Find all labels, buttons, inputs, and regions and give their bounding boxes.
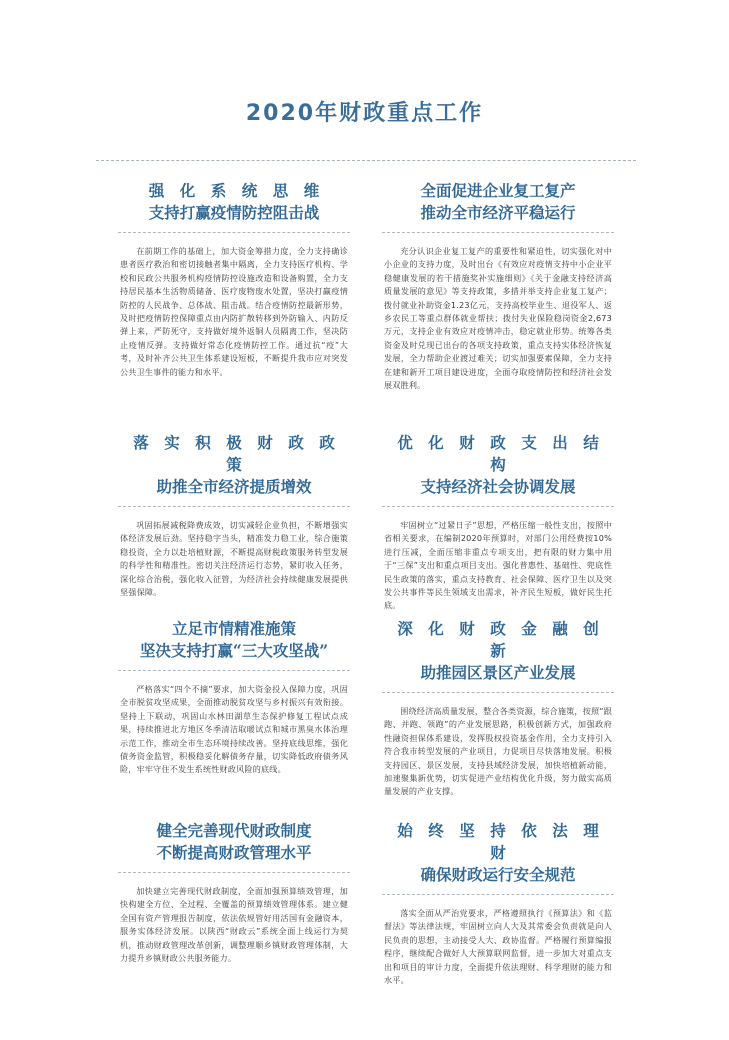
section-heading xyxy=(384,820,615,886)
section-heading xyxy=(384,432,615,498)
section-divider xyxy=(382,232,614,233)
section-heading-line2: 支持经济社会协调发展 xyxy=(420,477,576,496)
page-title: 2020年财政重点工作 xyxy=(245,101,484,126)
section-heading-line1: 始 终 坚 持 依 法 理 财 xyxy=(397,821,615,862)
section-heading-line2: 助推园区景区产业发展 xyxy=(420,663,576,682)
section-heading-line1: 强 化 系 统 思 维 xyxy=(148,181,320,200)
section-epidemic-control xyxy=(120,180,348,379)
section-heading xyxy=(120,618,348,662)
section-three-battles xyxy=(120,618,348,777)
section-fiscal-policy xyxy=(120,432,351,599)
section-heading-line1: 健全完善现代财政制度 xyxy=(156,821,312,840)
section-heading-line2: 支持打赢疫情防控阻击战 xyxy=(148,203,320,222)
section-body: 落实全面从严治党要求，严格遵照执行《预算法》和《监督法》等法律法规，牢固树立向人大及其常委会负责就是向人民负责的思想，主动接受人大、政协监督。严格履行预算编报程序，继续配合做好人大预算联网监督，进一步加大对重点支出和项目的审计力度，全面提升依法理财、科学理财的能力和水平。 xyxy=(384,908,612,986)
section-heading xyxy=(120,820,348,864)
section-divider xyxy=(382,894,614,895)
section-heading-line2: 助推全市经济提质增效 xyxy=(156,477,312,496)
section-heading-line1: 优 化 财 政 支 出 结 构 xyxy=(397,433,615,474)
section-financial-innovation xyxy=(384,618,615,799)
section-heading-line1: 落 实 积 极 财 政 政 策 xyxy=(133,433,351,474)
section-heading-line2: 不断提高财政管理水平 xyxy=(156,843,312,862)
section-heading xyxy=(384,618,615,684)
section-heading-line2: 坚决支持打赢“三大攻坚战” xyxy=(139,641,329,660)
section-heading xyxy=(120,432,351,498)
section-divider xyxy=(118,872,350,873)
title-divider xyxy=(96,160,636,161)
section-heading-line2: 确保财政运行安全规范 xyxy=(420,865,576,884)
section-body: 加快建立完善现代财政制度，全面加强预算绩效管理，加快构建全方位、全过程、全覆盖的预算绩效管理体系。建立健全国有资产管理报告制度，依法依规管好用活国有金融资本，服务实体经济发展。以陕西“财政云”系统全面上线运行为契机，推动财政管理改革创新，调整理顺乡镇财政管理体制，大力提升乡镇财政公共服务能力。 xyxy=(120,886,348,964)
section-divider xyxy=(118,232,350,233)
section-resume-work xyxy=(384,180,612,392)
section-heading-line1: 深 化 财 政 金 融 创 新 xyxy=(397,619,615,660)
section-heading xyxy=(120,180,348,224)
section-law-based-finance xyxy=(384,820,615,987)
section-divider xyxy=(118,670,350,671)
section-divider xyxy=(382,506,614,507)
section-heading-line1: 立足市情精准施策 xyxy=(171,619,296,638)
section-body: 牢固树立“过紧日子”思想，严格压缩一般性支出，按照中省相关要求，在编制2020年预算时，对部门公用经费按10%进行压减，全面压缩非重点专项支出，把有限的财力集中用于“三保”支出和重点项目支出。强化普惠性、基础性、兜底性民生政策的落实，重点支持教育、社会保障、医疗卫生以及突发公共事件等民生领域支出需求，补齐民生短板，做好民生托底。 xyxy=(384,520,612,611)
section-body: 巩固拓展减税降费成效，切实减轻企业负担，不断增强实体经济发展后劲。坚持稳字当头，精准发力稳工业，综合施策稳投资，全力以赴培植财源，不断提高财税政策服务转型发展的科学性和精准性。密切关注经济运行态势，紧盯收入任务，深化综合治税，强化收入征管，为经济社会持续健康发展提供坚强保障。 xyxy=(120,520,348,598)
section-expenditure-structure xyxy=(384,432,615,613)
section-heading-line2: 推动全市经济平稳运行 xyxy=(420,203,576,222)
section-fiscal-system xyxy=(120,820,348,965)
section-body: 严格落实“四个不摘”要求，加大资金投入保障力度，巩固全市脱贫攻坚成果，全面推动脱贫攻坚与乡村振兴有效衔接。坚持上下联动，巩固山水林田湖草生态保护修复工程试点成果，持续推进北方地区冬季清洁取暖试点和城市黑臭水体治理示范工作，推动全市生态环境持续改善。坚持底线思维，强化债务资金监管，积极稳妥化解债务存量，切实降低政府债务风险，牢牢守住不发生系统性财政风险的底线。 xyxy=(120,684,348,775)
section-heading-line1: 全面促进企业复工复产 xyxy=(420,181,576,200)
section-body: 在前期工作的基础上，加大资金筹措力度，全力支持确诊患者医疗救治和密切接触者集中隔离，全力支持医疗机构、学校和民政公共服务机构疫情防控设施改造和设备购置，全力支持居民基本生活物质储备、医疗废物废水处置，坚决打赢疫情防控的人民战争、总体战、阻击战。结合疫情防控最新形势，及时把疫情防控保障重点由内防扩散转移到外防输入、内防反弹上来，严防死守，支持做好境外返铜人员隔离工作，坚决防止疫情反弹。支持做好常态化疫情防控工作。通过抗“疫”大考，及时补齐公共卫生体系建设短板，不断提升我市应对突发公共卫生事件的能力和水平。 xyxy=(120,246,348,377)
section-heading xyxy=(384,180,612,224)
section-divider xyxy=(118,506,350,507)
section-body: 围绕经济高质量发展，整合各类资源，综合施策，按照“跟跑、并跑、领跑”的产业发展思路，积极创新方式，加强政府性融资担保体系建设，发挥股权投资基金作用，全力支持引入符合我市转型发展的产业项目，力促项目尽快落地发展。积极支持园区、景区发展，支持县域经济发展，加快培植新动能，加速聚集新优势，切实促进产业结构优化升级，努力做实高质量发展的产业支撑。 xyxy=(384,706,612,797)
section-divider xyxy=(382,692,614,693)
section-body: 充分认识企业复工复产的重要性和紧迫性，切实强化对中小企业的支持力度，及时出台《有效应对疫情支持中小企业平稳健康发展的若干措施奖补实施细则》《关于金融支持经济高质量发展的意见》等支持政策，多措并举支持企业复工复产；拨付就业补助资金1.23亿元，支持高校毕业生、退役军人、返乡农民工等重点群体就业帮扶；拨付失业保险稳岗资金2,673万元，支持企业有效应对疫情冲击，稳定就业形势。统筹各类资金及时兑现已出台的各项支持政策，重点支持实体经济恢复发展，全力帮助企业渡过难关；切实加强要素保障，全力支持在建和新开工项目建设进度，全面夺取疫情防控和经济社会发展双胜利。 xyxy=(384,246,612,391)
